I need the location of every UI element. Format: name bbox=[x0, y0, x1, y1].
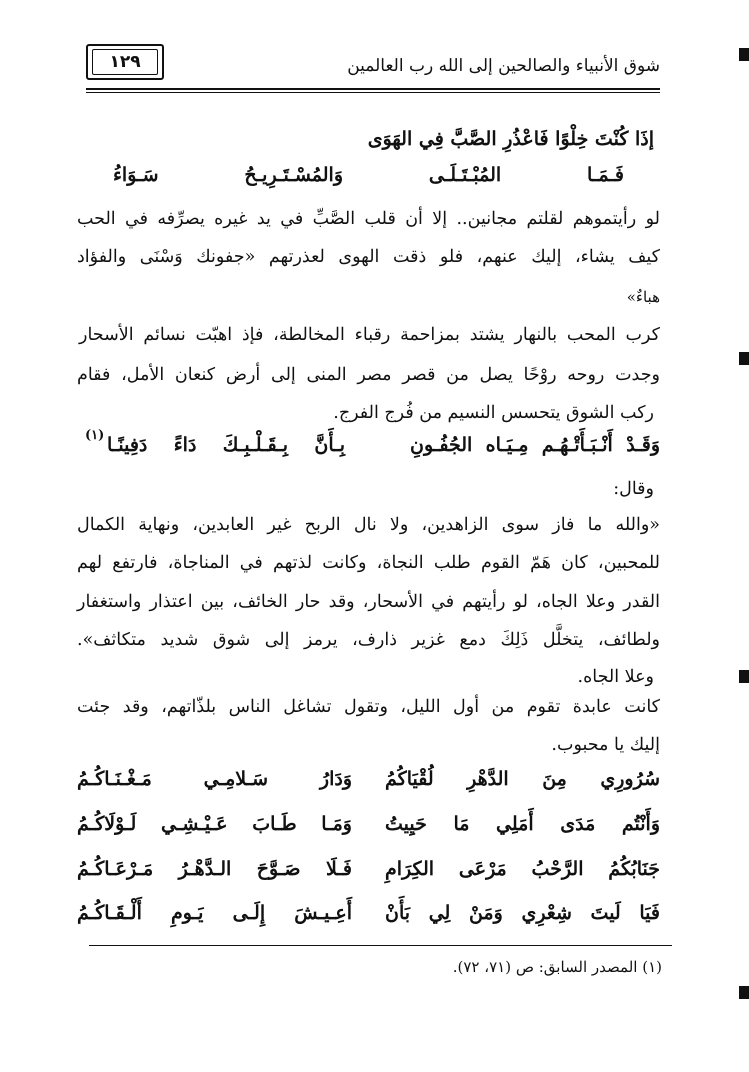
scan-mark-1 bbox=[739, 48, 749, 61]
poem-couplet bbox=[77, 858, 660, 892]
para2-line1: كرب المحب بالنهار يشتد بمزاحمة رقباء المخالطة، فإذ اهبّت نسائم الأسحار bbox=[79, 325, 660, 345]
para3-line5: وعلا الجاه. bbox=[577, 667, 654, 687]
para3-line2: للمحبين، كان هَمّ القوم طلب النجاة، وكانت لذتهم في المناجاة، فارتفع لهم bbox=[77, 553, 660, 573]
para2-line2: وجدت روحه روْحًا يصل من قصر مصر المنى إلى أرض كنعان الأمل، فقام bbox=[77, 365, 660, 385]
poem-hemistich-left: وَدَارُ سَـلامِـي مَـغْـنَـاكُـمُ bbox=[77, 768, 352, 790]
para2-line3: ركب الشوق يتحسس النسيم من فُرج الفرج. bbox=[333, 403, 654, 423]
para3-line4: ولطائف، يتخلَّل ذَلِكَ دمع غزير ذارف، يرمز إلى شوق شديد متكاثف». bbox=[77, 630, 660, 650]
para1-line2: كيف يشاء، إليك عنهم، فلو ذقت الهوى لعذرتهم «جفونك وَسْنَى والفؤاد bbox=[77, 247, 660, 267]
verse2-right: وَقَـدْ أَنْـبَـأَتْـهُـم مِـيَـاه الجُفُـونِ bbox=[410, 434, 660, 456]
verse1-line1: إذَا كُنْتَ خِلْوًا فَاعْذُرِ الصَّبَّ فِي الهَوَى bbox=[367, 128, 654, 150]
poem-hemistich-left: أَعِـيـشَ إِلَـى يَـومِ أَلْـقَـاكُـمُ bbox=[77, 902, 352, 924]
verse1-line2: فَـمَـا المُبْـتَـلَـى وَالمُسْـتَـرِيـحُ سَـوَاءُ bbox=[113, 164, 624, 186]
para1-line3: هباءٌ» bbox=[626, 288, 660, 306]
header-rule bbox=[86, 88, 660, 90]
verse2-left: بِـأَنَّ بِـقَـلْـبِـكَ دَاءً دَفِينًـا bbox=[107, 434, 345, 456]
para4-line1: كانت عابدة تقوم من أول الليل، وتقول تشاغل الناس بلذّاتهم، وقد جئت bbox=[77, 697, 660, 717]
scan-mark-2 bbox=[739, 352, 749, 365]
header-rule-thin bbox=[86, 92, 660, 93]
poem-hemistich-left: فَـلَا صَـوَّحَ الـدَّهْـرُ مَـرْعَـاكُـمُ bbox=[77, 858, 352, 880]
poem-hemistich-right: فَيَا لَيتَ شِعْرِي وَمَنْ لِي بَأَنْ bbox=[385, 902, 660, 924]
para4-line2: إليك يا محبوب. bbox=[551, 735, 660, 755]
poem-hemistich-right: وَأَنْتُم مَدَى أَمَلِي مَا حَيِيتُ bbox=[385, 813, 660, 835]
footnote-separator bbox=[89, 945, 672, 946]
verse2 bbox=[77, 428, 660, 468]
para3-line1: «والله ما فاز سوى الزاهدين، ولا نال الربح غير العابدين، ونهاية الكمال bbox=[77, 515, 660, 535]
page-header bbox=[86, 40, 660, 98]
scan-mark-4 bbox=[739, 986, 749, 999]
scan-mark-3 bbox=[739, 670, 749, 683]
running-title: شوق الأنبياء والصالحين إلى الله رب العالمين bbox=[347, 56, 660, 76]
footnote-ref: (١) bbox=[85, 428, 105, 443]
poem-couplet bbox=[77, 902, 660, 936]
page-number-frame bbox=[86, 44, 164, 80]
said-line: وقال: bbox=[613, 479, 654, 499]
poem-hemistich-right: سُرُورِي مِنَ الدَّهْرِ لُقْيَاكُمُ bbox=[385, 768, 660, 790]
footnote: (١) المصدر السابق: ص (٧١، ٧٢). bbox=[452, 958, 662, 976]
poem-couplet bbox=[77, 813, 660, 847]
poem-hemistich-left: وَمَـا طَـابَ عَـيْـشِـي لَـوْلَاكُـمُ bbox=[77, 813, 352, 835]
poem-hemistich-right: جَنَابُكُمُ الرَّحْبُ مَرْعَى الكِرَامِ bbox=[385, 858, 660, 880]
page-number: ١٢٩ bbox=[92, 49, 158, 75]
para1-line1: لو رأيتموهم لقلتم مجانين.. إلا أن قلب الصَّبِّ في يد غيره يصرِّفه في الحب bbox=[77, 209, 660, 229]
para3-line3: القدر وعلا الجاه، لو رأيتهم في الأسحار، وقد حار الخائف، بين اعتذار واستغفار bbox=[77, 592, 660, 612]
poem-couplet bbox=[77, 768, 660, 802]
